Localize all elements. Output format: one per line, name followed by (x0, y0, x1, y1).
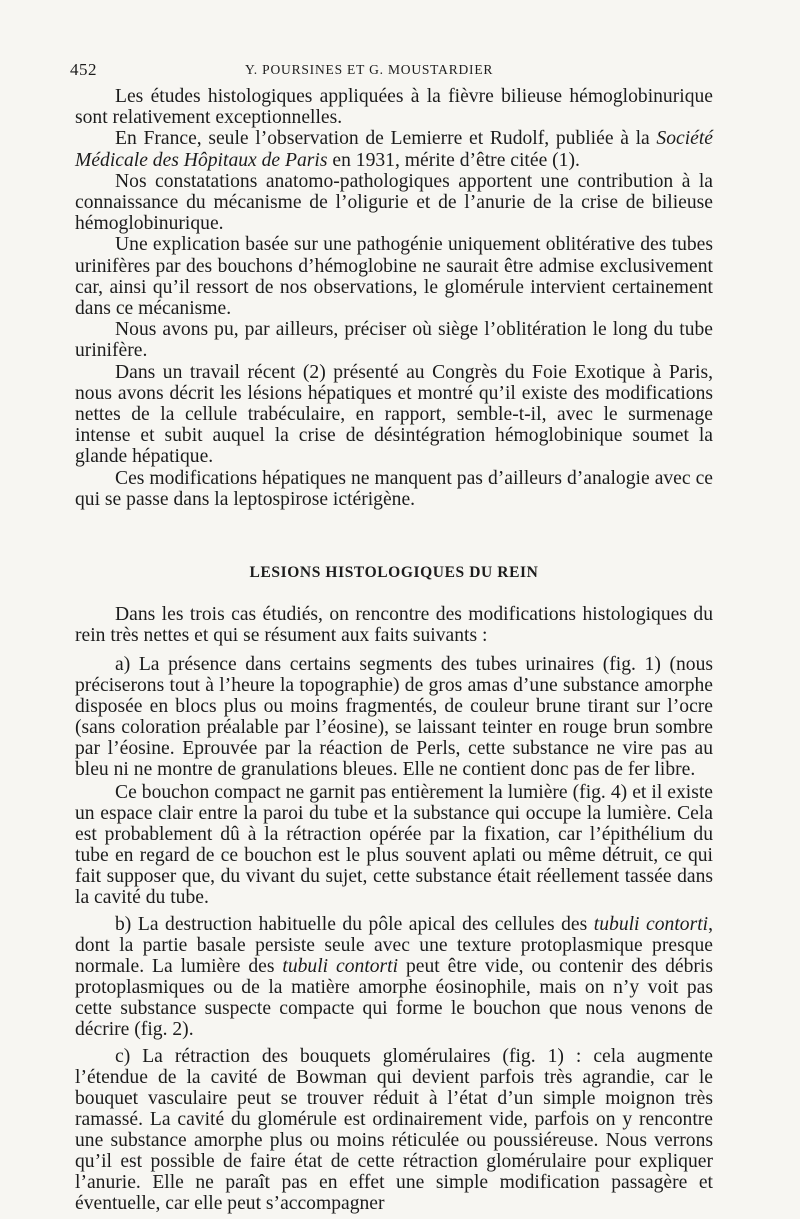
paragraph: Dans les trois cas étudiés, on rencontre des modifications histologiques du rein très nettes et qui se résument aux faits suivants : (75, 604, 713, 647)
paragraph-point-a: a) La présence dans certains segments des tubes urinaires (fig. 1) (nous préciserons tout à l’heure la topographie) de gros amas d’une substance amorphe disposée en blocs plus ou moins fragmentés, de couleur brune tirant sur l’ocre (sans coloration préalable par l’éosine), se laissant teinter en rouge brun sombre par l’éosine. Eprouvée par la réaction de Perls, cette substance ne vire pas au bleu ni ne montre de granulations bleues. Elle ne contient donc pas de fer libre. (75, 654, 713, 781)
paragraph: Nos constatations anatomo-pathologiques apportent une contribution à la connaissance du mécanisme de l’oligurie et de l’anurie de la crise de bilieuse hémoglobinurique. (75, 170, 713, 235)
paragraph: Nous avons pu, par ailleurs, préciser où siège l’oblitération le long du tube urinifère. (75, 319, 713, 362)
latin-term: tubuli contorti (593, 914, 709, 936)
section-heading: LESIONS HISTOLOGIQUES DU REIN (249, 564, 539, 582)
paragraph-text: En France, seule l’observation de Lemierre et Rudolf, publiée à la (115, 128, 657, 150)
journal-title: Société Médicale des Hôpitaux de Paris (75, 128, 713, 171)
paragraph: Ces modifications hépatiques ne manquent pas d’ailleurs d’analogie avec ce qui se passe dans la leptospirose ictérigène. (75, 467, 713, 510)
running-head (70, 60, 713, 86)
section-text (75, 604, 713, 1214)
intro-text (75, 86, 713, 510)
paragraph: Les études histologiques appliquées à la fièvre bilieuse hémoglobinurique sont relativement exceptionnelles. (75, 86, 713, 129)
page-number: 452 (70, 60, 97, 79)
paragraph: Dans un travail récent (2) présenté au Congrès du Foie Exotique à Paris, nous avons décrit les lésions hépatiques et montré qu’il existe des modifications nettes de la cellule trabéculaire, en rapport, semble-t-il, avec le surmenage intense et subit auquel la crise de désintégration hémoglobinique soumet la glande hépatique. (75, 361, 713, 468)
paragraph-point-c: c) La rétraction des bouquets glomérulaires (fig. 1) : cela augmente l’étendue de la cavité de Bowman qui devient parfois très agrandie, car le bouquet vasculaire peut se trouver réduit à l’état d’un simple moignon très ramassé. La cavité du glomérule est ordinairement vide, parfois on y rencontre une substance amorphe plus ou moins réticulée ou poussiéreuse. Nous verrons qu’il est possible de faire état de cette rétraction glomérulaire pour expliquer l’anurie. Elle ne paraît pas en effet une simple modification passagère et éventuelle, car elle peut s’accompagner (75, 1046, 713, 1215)
running-title: Y. POURSINES ET G. MOUSTARDIER (245, 62, 494, 77)
paragraph: Une explication basée sur une pathogénie uniquement oblitérative des tubes urinifères par des bouchons d’hémoglobine ne saurait être admise exclusivement car, ainsi qu’il ressort de nos observations, le glomérule intervient certainement dans ce mécanisme. (75, 234, 713, 320)
paragraph: Ce bouchon compact ne garnit pas entièrement la lumière (fig. 4) et il existe un espace clair entre la paroi du tube et la substance qui occupe la lumière. Cela est probablement dû à la rétraction opérée par la fixation, car l’épithélium du tube en regard de ce bouchon est le plus souvent aplati ou même détruit, ce qui fait supposer que, du vivant du sujet, cette substance était réellement tassée dans la cavité du tube. (75, 782, 713, 909)
paragraph-text: , dont la partie basale persiste seule avec une texture protoplasmique presque normale. La lumière des (75, 914, 713, 978)
paragraph-point-b (75, 914, 713, 1040)
paragraph-text: en 1931, mérite d’être citée (1). (327, 149, 580, 171)
paragraph-text: b) La destruction habituelle du pôle apical des cellules des (115, 914, 594, 936)
paragraph-text: peut être vide, ou contenir des débris protoplasmiques ou de la matière amorphe éosinophile, mais on n’y voit pas cette substance suspecte compacte qui forme le bouchon que nous venons de décrire (fig. 2). (75, 956, 713, 1041)
paragraph (75, 128, 713, 170)
latin-term: tubuli contorti (282, 956, 399, 978)
